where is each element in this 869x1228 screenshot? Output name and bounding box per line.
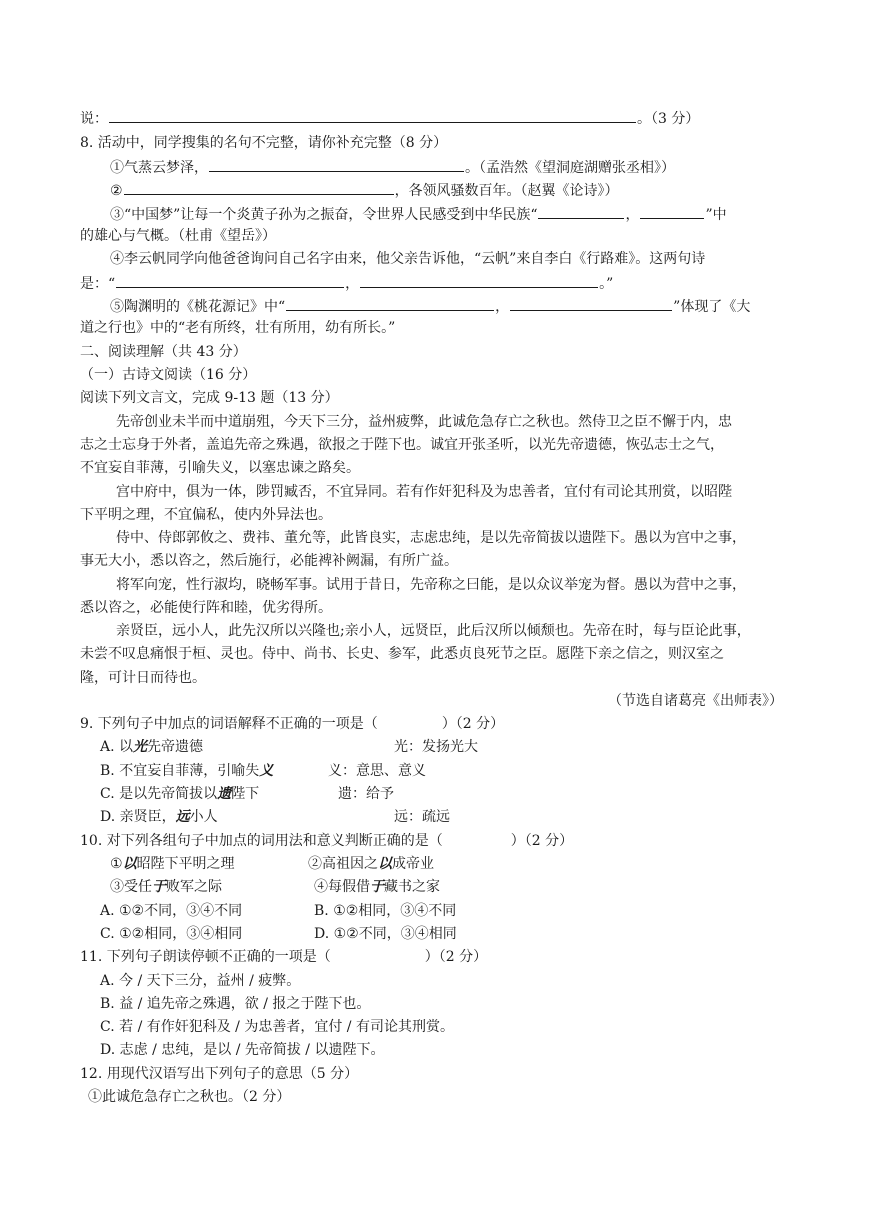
q8-item-4: ④李云帆同学向他爸爸询问自己名字由来，他父亲告诉他，“云帆”来自李白《行路难》。这两句诗	[110, 251, 706, 267]
q10-option-a[interactable]: A. ①②不同，③④不同	[100, 903, 243, 919]
answer-blank[interactable]	[640, 203, 704, 219]
answer-blank[interactable]	[510, 295, 672, 311]
dotted-word: 远	[175, 809, 190, 825]
dotted-word: 遗	[217, 786, 232, 802]
q10-option-d[interactable]: D. ①②不同，③④相同	[314, 926, 457, 942]
q9-option-c[interactable]: C. 是以先帝简拔以遗陛下	[100, 786, 260, 802]
question-9-stem: 9. 下列句子中加点的词语解释不正确的一项是（ ）（2 分）	[80, 716, 505, 732]
answer-blank[interactable]	[286, 295, 494, 311]
dotted-word: 以	[378, 856, 392, 872]
q8-item-5-cont: 道之行也》中的“老有所终，壮有所用，幼有所长。”	[80, 320, 396, 336]
q11-option-a[interactable]: A. 今 / 天下三分，益州 / 疲弊。	[100, 973, 301, 989]
dotted-word: 义	[259, 763, 274, 779]
dotted-word: 于	[370, 879, 384, 895]
dotted-word: 于	[152, 879, 166, 895]
question-12-stem: 12. 用现代汉语写出下列句子的意思（5 分）	[80, 1066, 359, 1082]
q10-option-c[interactable]: C. ①②相同，③④相同	[100, 926, 243, 942]
question-10-stem: 10. 对下列各组句子中加点的词用法和意义判断正确的是（ ）（2 分）	[80, 833, 574, 849]
q10-option-b[interactable]: B. ①②相同，③④不同	[314, 903, 457, 919]
passage-line: 先帝创业未半而中道崩殂，今天下三分，益州疲弊，此诚危急存亡之秋也。然侍卫之臣不懈于内，忠	[116, 414, 732, 430]
q8-item-2: ② ，各领风骚数百年。（赵翼《论诗》）	[110, 179, 619, 199]
passage-line: 隆，可计日而待也。	[80, 670, 206, 686]
passage-line: 不宜妄自菲薄，引喻失义，以塞忠谏之路矣。	[80, 460, 360, 476]
q11-option-b[interactable]: B. 益 / 追先帝之殊遇，欲 / 报之于陛下也。	[100, 996, 371, 1012]
answer-blank[interactable]	[209, 156, 464, 172]
passage-line: 未尝不叹息痛恨于桓、灵也。侍中、尚书、长史、参军，此悉贞良死节之臣。愿陛下亲之信之，则汉室之	[80, 646, 724, 662]
passage-line: 事无大小，悉以咨之，然后施行，必能裨补阙漏，有所广益。	[80, 553, 458, 569]
answer-blank[interactable]	[116, 272, 344, 288]
q7-answer-line: 说： 。（3 分）	[80, 107, 699, 127]
q10-sentence-4: ④每假借于藏书之家	[314, 879, 440, 895]
q9-option-a-explanation: 光：发扬光大	[394, 739, 478, 755]
passage-source: （节选自诸葛亮《出师表》）	[608, 693, 783, 709]
q11-option-c[interactable]: C. 若 / 有作奸犯科及 / 为忠善者，宜付 / 有司论其刑赏。	[100, 1019, 454, 1035]
q9-option-a[interactable]: A. 以光先帝遗德	[100, 739, 204, 755]
q8-item-3: ③“中国梦”让每一个炎黄子孙为之振奋，令世界人民感受到中华民族“ ， ”中	[110, 203, 727, 223]
question-8-stem: 8. 活动中，同学搜集的名句不完整，请你补充完整（8 分）	[80, 135, 448, 151]
question-11-stem: 11. 下列句子朗读停顿不正确的一项是（ ）（2 分）	[80, 949, 488, 965]
q9-option-d-explanation: 远：疏远	[394, 809, 450, 825]
passage-line: 志之士忘身于外者，盖追先帝之殊遇，欲报之于陛下也。诚宜开张圣听，以光先帝遗德，恢弘志士之气，	[80, 437, 724, 453]
q10-sentence-3: ③受任于败军之际	[110, 879, 222, 895]
passage-line: 悉以咨之，必能使行阵和睦，优劣得所。	[80, 600, 332, 616]
q12-item-1: ①此诚危急存亡之秋也。（2 分）	[88, 1089, 291, 1105]
q8-item-1: ①气蒸云梦泽， 。（孟浩然《望洞庭湖赠张丞相》）	[110, 156, 675, 176]
answer-blank[interactable]	[538, 203, 624, 219]
passage-line: 将军向宠，性行淑均，晓畅军事。试用于昔日，先帝称之曰能，是以众议举宠为督。愚以为营中之事，	[116, 577, 746, 593]
dotted-word: 光	[133, 739, 148, 755]
answer-blank[interactable]	[124, 179, 394, 195]
q11-option-d[interactable]: D. 志虑 / 忠纯，是以 / 先帝简拔 / 以遗陛下。	[100, 1042, 385, 1058]
passage-line: 亲贤臣，远小人，此先汉所以兴隆也;亲小人，远贤臣，此后汉所以倾颓也。先帝在时，每与臣论此事，	[116, 623, 751, 639]
answer-blank[interactable]	[360, 272, 598, 288]
q8-item-5: ⑤陶渊明的《桃花源记》中“ ， ”体现了《大	[110, 295, 750, 315]
passage-line: 宫中府中，俱为一体，陟罚臧否，不宜异同。若有作奸犯科及为忠善者，宜付有司论其刑赏，以昭陛	[116, 484, 732, 500]
q9-option-b-explanation: 义：意思、意义	[328, 763, 426, 779]
q8-item-4-cont: 是：“ ， 。”	[80, 272, 613, 292]
answer-blank[interactable]	[109, 107, 636, 123]
passage-intro: 阅读下列文言文，完成 9-13 题（13 分）	[80, 390, 339, 406]
q9-option-c-explanation: 遗：给予	[338, 786, 394, 802]
q8-item-3-cont: 的雄心与气概。（杜甫《望岳》）	[80, 228, 276, 244]
subsection-heading: （一）古诗文阅读（16 分）	[80, 367, 257, 383]
q9-option-d[interactable]: D. 亲贤臣，远小人	[100, 809, 218, 825]
dotted-word: 以	[122, 856, 137, 872]
section-heading: 二、阅读理解（共 43 分）	[80, 344, 247, 360]
passage-line: 侍中、侍郎郭攸之、费祎、董允等，此皆良实，志虑忠纯，是以先帝简拔以遗陛下。愚以为宫中之事，	[116, 530, 746, 546]
q10-sentence-1: ①以昭陛下平明之理	[110, 856, 235, 872]
passage-line: 下平明之理，不宜偏私，使内外异法也。	[80, 507, 332, 523]
q9-option-b[interactable]: B. 不宜妄自菲薄，引喻失义	[100, 763, 274, 779]
q10-sentence-2: ②高祖因之以成帝业	[308, 856, 434, 872]
